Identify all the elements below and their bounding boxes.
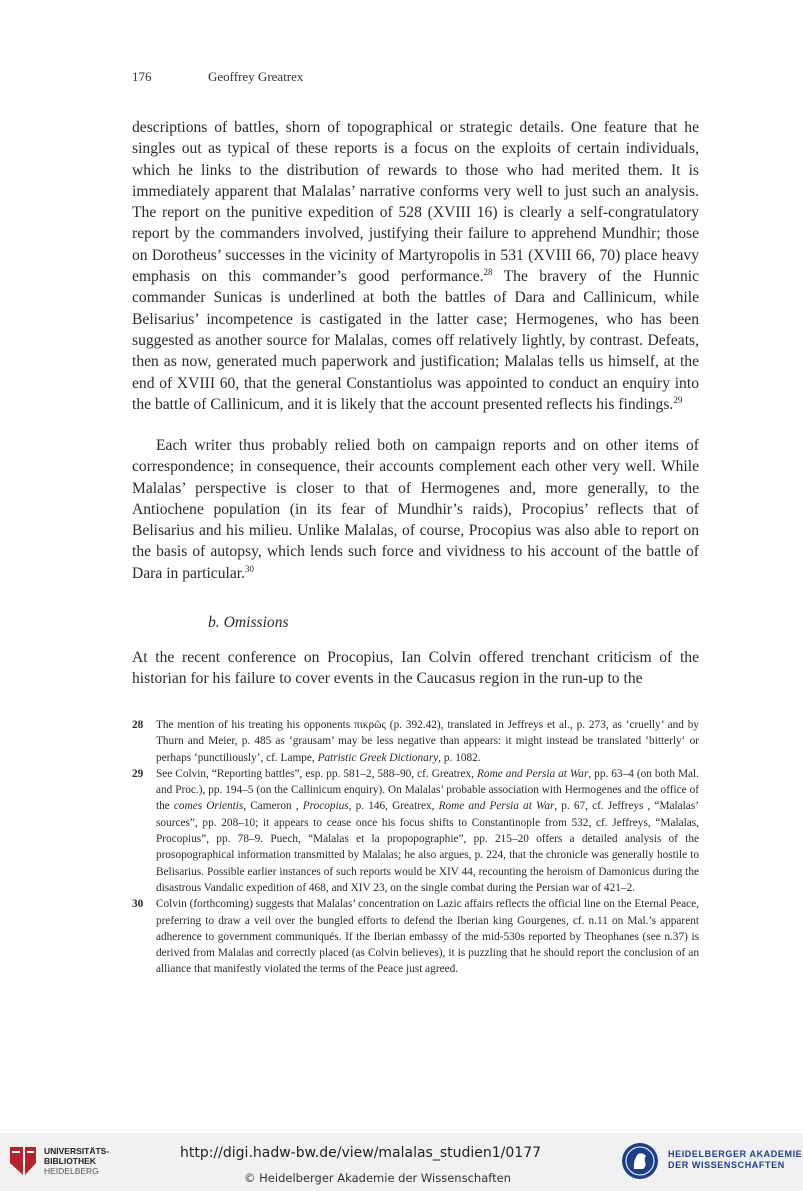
paragraph-2: [132, 435, 699, 584]
ub-name-line: BIBLIOTHEK: [44, 1156, 96, 1166]
copyright-notice: © Heidelberger Akademie der Wissenschaften: [244, 1171, 511, 1185]
footnote-ref-29[interactable]: 29: [673, 394, 683, 405]
section-heading: b. Omissions: [208, 614, 289, 631]
running-author: Geoffrey Greatrex: [208, 69, 304, 84]
footnote-ref-30[interactable]: 30: [245, 563, 255, 574]
paragraph-3-text: At the recent conference on Procopius, Ian Colvin offered trenchant criticism of the historian for his failure to cover events in the Caucasus region in the run-up to the: [132, 649, 699, 688]
footnote-text: , Cameron ,: [243, 800, 303, 813]
footnote-text: , pp. 63–4 (on both Mal. and Proc.), pp. 194–5 (on the Callinicum enquiry). On Malalas’ probable association with Hermogenes and the office of the: [156, 767, 700, 813]
footnote-28: [132, 717, 699, 766]
page-number: 176: [132, 69, 152, 84]
footnote-number: 30: [132, 898, 144, 911]
footnote-italic-title: Procopius: [302, 800, 349, 813]
footnote-italic-title: Patristic Greek Dictionary: [317, 751, 439, 764]
footnote-text: , p. 1082.: [438, 751, 481, 764]
footnote-30: [132, 896, 699, 977]
footnote-29: [132, 766, 699, 896]
ub-name-line: UNIVERSITÄTS-: [44, 1146, 110, 1156]
footnote-number: 29: [132, 767, 144, 780]
footnote-number: 28: [132, 719, 144, 731]
paragraph-2-text: Each writer thus probably relied both on campaign reports and on other items of correspondence; in consequence, their accounts complement each other very well. While Malalas’ perspective is closer to that of Hermogenes and, more generally, to the Antiochene population (in its fear of Mundhir’s raids), Procopius’ reflects that of Belisarius and his milieu. Unlike Malalas, of course, Procopius was also able to report on the basis of autopsy, which lends such force and vividness to his account of the battle of Dara in particular.: [132, 437, 699, 582]
university-library-name: [44, 1146, 109, 1176]
paragraph-1-text-a: descriptions of battles, shorn of topographical or strategic details. One feature that he singles out as typical of these reports is a focus on the exploits of certain individuals, which he links to the distribution of rewards to those who had merited them. It is immediately apparent that Malalas’ narrative conforms very well to just such an analysis. The report on the punitive expedition of 528 (XVIII 16) is clearly a self-congratulatory report by the commanders involved, justifying their failure to apprehend Mundhir; those on Dorotheus’ successes in the vicinity of Martyropolis in 531 (XVIII 66, 70) place heavy emphasis on this commander’s good performance.: [132, 119, 699, 286]
footnote-text: , p. 146, Greatrex,: [348, 800, 439, 813]
academy-seal-logo-icon[interactable]: [621, 1142, 659, 1180]
footnote-text: Colvin (forthcoming) suggests that Malalas’ concentration on Lazic affairs reflects the official line on the Eternal Peace, preferring to draw a veil over the bungled efforts to defend the Iberian king Gourgenes, cf. n.11 on Mal.’s apparent adherence to government communiqués. If the Iberian embassy of the mid-530s reported by Theophanes (see n.37) is derived from Malalas and correctly placed (as Colvin believes), it is puzzling that he should report the conclusion of an alliance that manifestly violated the terms of the Peace just agreed.: [156, 898, 699, 976]
viewer-footer: [0, 1133, 803, 1191]
academy-name: [668, 1149, 802, 1171]
footnote-italic-title: Rome and Persia at War: [477, 767, 589, 780]
paragraph-1-text-b: The bravery of the Hunnic commander Sunicas is underlined at both the battles of Dara and Callinicum, while Belisarius’ incompetence is castigated in the latter case; Hermogenes, who has been suggested as another source for Malalas, comes off relatively lightly, by contrast. Defeats, then as now, generated much paperwork and justification; Malalas tells us himself, at the end of XVIII 60, that the general Constantiolus was appointed to conduct an enquiry into the battle of Callinicum, and it is likely that the account presented reflects his findings.: [132, 268, 699, 413]
footnote-text: The mention of his treating his opponents πικρῶς (p. 392.42), translated in Jeffreys et al., p. 273, as ‘cruelly’ and by Thurn and Meier, p. 485 as ‘grausam’ may be less negative than appears: it might instead be translated ‘bitterly‘ or perhaps ‘punctiliously’, cf. Lampe,: [156, 719, 699, 764]
footnotes: [132, 717, 699, 978]
running-header: [132, 69, 303, 85]
ub-name-line: HEIDELBERG: [44, 1166, 99, 1176]
footnote-text: See Colvin, “Reporting battles”, esp. pp. 581–2, 588–90, cf. Greatrex,: [156, 767, 478, 780]
paragraph-3: [132, 647, 699, 690]
footnote-italic-title: comes Orientis: [173, 800, 244, 813]
permalink-url[interactable]: http://digi.hadw-bw.de/view/malalas_studien1/0177: [180, 1145, 542, 1161]
footnote-text: , p. 67, cf. Jeffreys , “Malalas’ sources”, pp. 208–10; it appears to cease once his focus shifts to Constantinople from 532, cf. Jeffreys, “Malalas, Procopius”, pp. 78–9. Puech, “Malalas et la propopographie”, pp. 215–20 offers a detailed analysis of the prosopographical information transmitted by Malalas; he also argues, p. 224, that the chronicle was generally hostile to Belisarius. Possible earlier instances of such reports would be XIV 44, recounting the heroism of Damonicus during the disastrous Vandalic expedition of 468, and XIV 23, on the single combat during the Persian war of 421–2.: [156, 800, 699, 894]
footnote-italic-title: Rome and Persia at War: [438, 800, 555, 813]
paragraph-1: [132, 117, 699, 415]
university-library-logo-icon[interactable]: [8, 1143, 38, 1179]
academy-name-line: HEIDELBERGER AKADEMIE: [668, 1149, 803, 1159]
academy-name-line: DER WISSENSCHAFTEN: [668, 1160, 785, 1170]
footnote-ref-28[interactable]: 28: [483, 266, 493, 277]
